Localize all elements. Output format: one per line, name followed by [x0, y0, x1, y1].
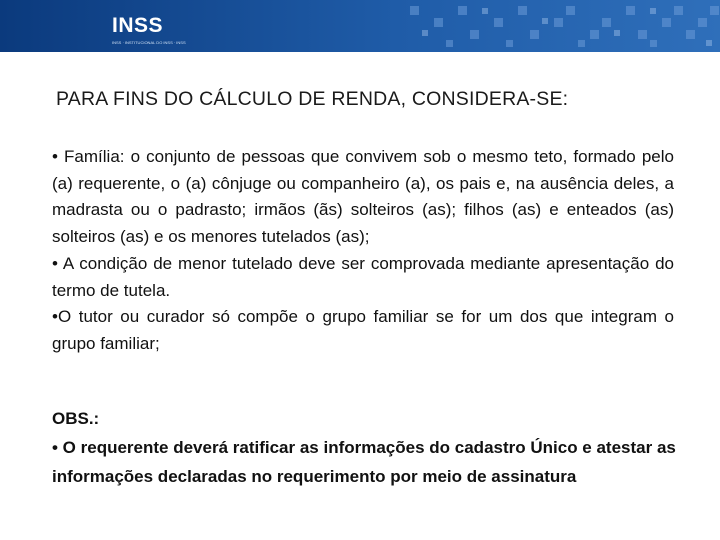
page-title: PARA FINS DO CÁLCULO DE RENDA, CONSIDERA-SE: — [56, 88, 569, 110]
logo-subtitle: INSS · INSTITUCIONAL DO INSS · INSS — [112, 40, 186, 45]
obs-text: • O requerente deverá ratificar as informações do cadastro Único e atestar as informações declaradas no requerimento por meio de assinatura — [52, 438, 676, 486]
paragraph-menor-tutelado: • A condição de menor tutelado deve ser comprovada mediante apresentação do termo de tutela. — [52, 253, 674, 300]
paragraph-tutor-curador: •O tutor ou curador só compõe o grupo familiar se for um dos que integram o grupo familiar; — [52, 307, 674, 353]
inss-logo: INSS — [112, 14, 164, 37]
body-text — [52, 144, 674, 358]
decorative-squares — [390, 0, 720, 52]
obs-section — [52, 404, 692, 491]
paragraph-familia: • Família: o conjunto de pessoas que convivem sob o mesmo teto, formado pelo (a) requerente, o (a) cônjuge ou companheiro (a), os pais e, na ausência deles, a madrasta ou o padrasto; irmãos (ãs) solteiros (as); filhos (as) e enteados (as) solteiros (as) e os menores tutelados (as); — [52, 147, 674, 247]
obs-label: OBS.: — [52, 409, 100, 428]
header-banner — [0, 0, 720, 52]
